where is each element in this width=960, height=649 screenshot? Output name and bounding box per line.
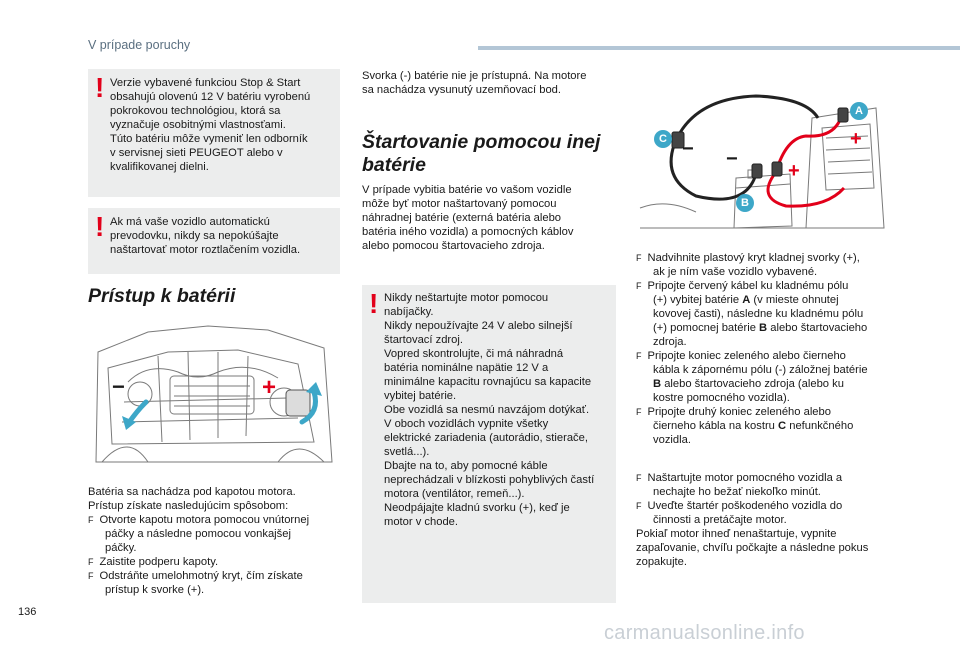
label-b: B <box>736 194 754 212</box>
bullet-icon: F <box>636 473 642 483</box>
engine-bay-illustration <box>88 312 340 474</box>
bullet-icon: F <box>88 571 94 581</box>
battery-access-text: Batéria sa nachádza pod kapotou motora. Prístup získate nasledujúcim spôsobom: F Otvorte kapotu motora pomocou vnútornej páčky a následne pomocou vonkajšej páčky. F Zaistite podperu kapoty. F Odstráňte umelohmotný kryt, čím získate prístup k svorke (+). <box>88 486 310 596</box>
watermark: carmanualsonline.info <box>604 622 805 644</box>
minus-terminal-mark: − <box>112 374 125 399</box>
bullet-icon: F <box>88 515 94 525</box>
start-steps: F Naštartujte motor pomocného vozidla a nechajte ho bežať niekoľko minút. F Uveďte štartér poškodeného vozidla do činnosti a pretáčajte motor. Pokiaľ motor ihneď nenaštartuje, vypnite zapaľovanie, chvíľu počkajte a následne pokus zopakujte. <box>636 472 869 568</box>
warning-exclamation-icon: ! <box>95 211 105 242</box>
bullet-icon: F <box>636 351 642 361</box>
warning-text-automatic: Ak má vaše vozidlo automatickú prevodovku, nikdy sa nepokúšajte naštartovať motor roztlačením vozidla. <box>110 216 301 256</box>
running-header: V prípade poruchy <box>88 38 191 52</box>
warning-exclamation-icon: ! <box>95 72 105 103</box>
warning-exclamation-icon: ! <box>369 288 379 319</box>
minus-mark-lower: − <box>726 148 738 170</box>
plus-terminal-mark: + <box>262 374 277 401</box>
bold-letter-label: A <box>742 294 751 306</box>
warning-box-automatic <box>88 208 340 274</box>
bullet-icon: F <box>636 253 642 263</box>
plus-mark-upper: + <box>850 128 862 150</box>
connection-steps: F Nadvihnite plastový kryt kladnej svorky (+), ak je ním vaše vozidlo vybavené. F Pripojte červený kábel ku kladnému pólu (+) vybitej batérie A (v mieste ohnutej kovovej časti), následne ku kladnému pólu (+) pomocnej batérie B alebo štartovacieho zdroja. F Pripojte koniec zeleného alebo čierneho kábla k zápornému pólu (-) záložnej batérie B alebo štartovacieho zdroja (alebo ku kostre pomocného vozidla). F Pripojte druhý koniec zeleného alebo čierneho kábla na kostru C nefunkčného vozidla. <box>636 252 868 446</box>
jump-start-illustration <box>636 78 888 242</box>
bullet-icon: F <box>636 407 642 417</box>
bullet-icon: F <box>88 557 94 567</box>
bold-letter-label: C <box>778 420 787 432</box>
plus-mark-lower: + <box>788 160 800 182</box>
warning-box-charger <box>362 285 616 603</box>
warning-box-stop-start <box>88 69 340 197</box>
jump-start-intro: V prípade vybitia batérie vo vašom vozidle môže byť motor naštartovaný pomocou náhradnej batérie (externá batéria alebo batéria iného vozidla) a pomocných káblov alebo pomocou štartovacieho zdroja. <box>362 184 574 252</box>
warning-text-stop-start: Verzie vybavené funkciou Stop & Start obsahujú olovenú 12 V batériu vyrobenú pokrokovou technológiou, ktorá sa vyznačuje osobitnými vlastnosťami. Túto batériu môže vymeniť len odborník v servisnej sieti PEUGEOT alebo v kvalifikovanej dielni. <box>110 77 311 173</box>
page-number: 136 <box>18 606 37 618</box>
bold-letter-label: B <box>759 322 768 334</box>
terminal-note: Svorka (-) batérie nie je prístupná. Na motore sa nachádza vysunutý uzemňovací bod. <box>362 70 587 96</box>
warning-text-charger: Nikdy neštartujte motor pomocou nabíjačky. Nikdy nepoužívajte 24 V alebo silnejší štartovací zdroj. Vopred skontrolujte, či má náhradná batéria nominálne napätie 12 V a minimálne kapacitu rovnajúcu sa kapacite vybitej batérie. Obe vozidlá sa nesmú navzájom dotýkať. V oboch vozidlách vypnite všetky elektrické zariadenia (autorádio, stierače, svetlá...). Dbajte na to, aby pomocné káble neprechádzali v blízkosti pohyblivých častí motora (ventilátor, remeň...). Neodpájajte kladnú svorku (+), keď je motor v chode. <box>384 292 595 528</box>
minus-mark-upper: − <box>682 138 694 160</box>
label-a: A <box>850 102 868 120</box>
bullet-icon: F <box>636 281 642 291</box>
header-accent-bar <box>478 46 960 50</box>
bold-letter-label: B <box>653 378 662 390</box>
section-title-battery-access: Prístup k batérii <box>88 285 236 307</box>
bullet-icon: F <box>636 501 642 511</box>
label-c: C <box>654 130 672 148</box>
section-title-jump-start: Štartovanie pomocou inej batérie <box>362 131 601 176</box>
